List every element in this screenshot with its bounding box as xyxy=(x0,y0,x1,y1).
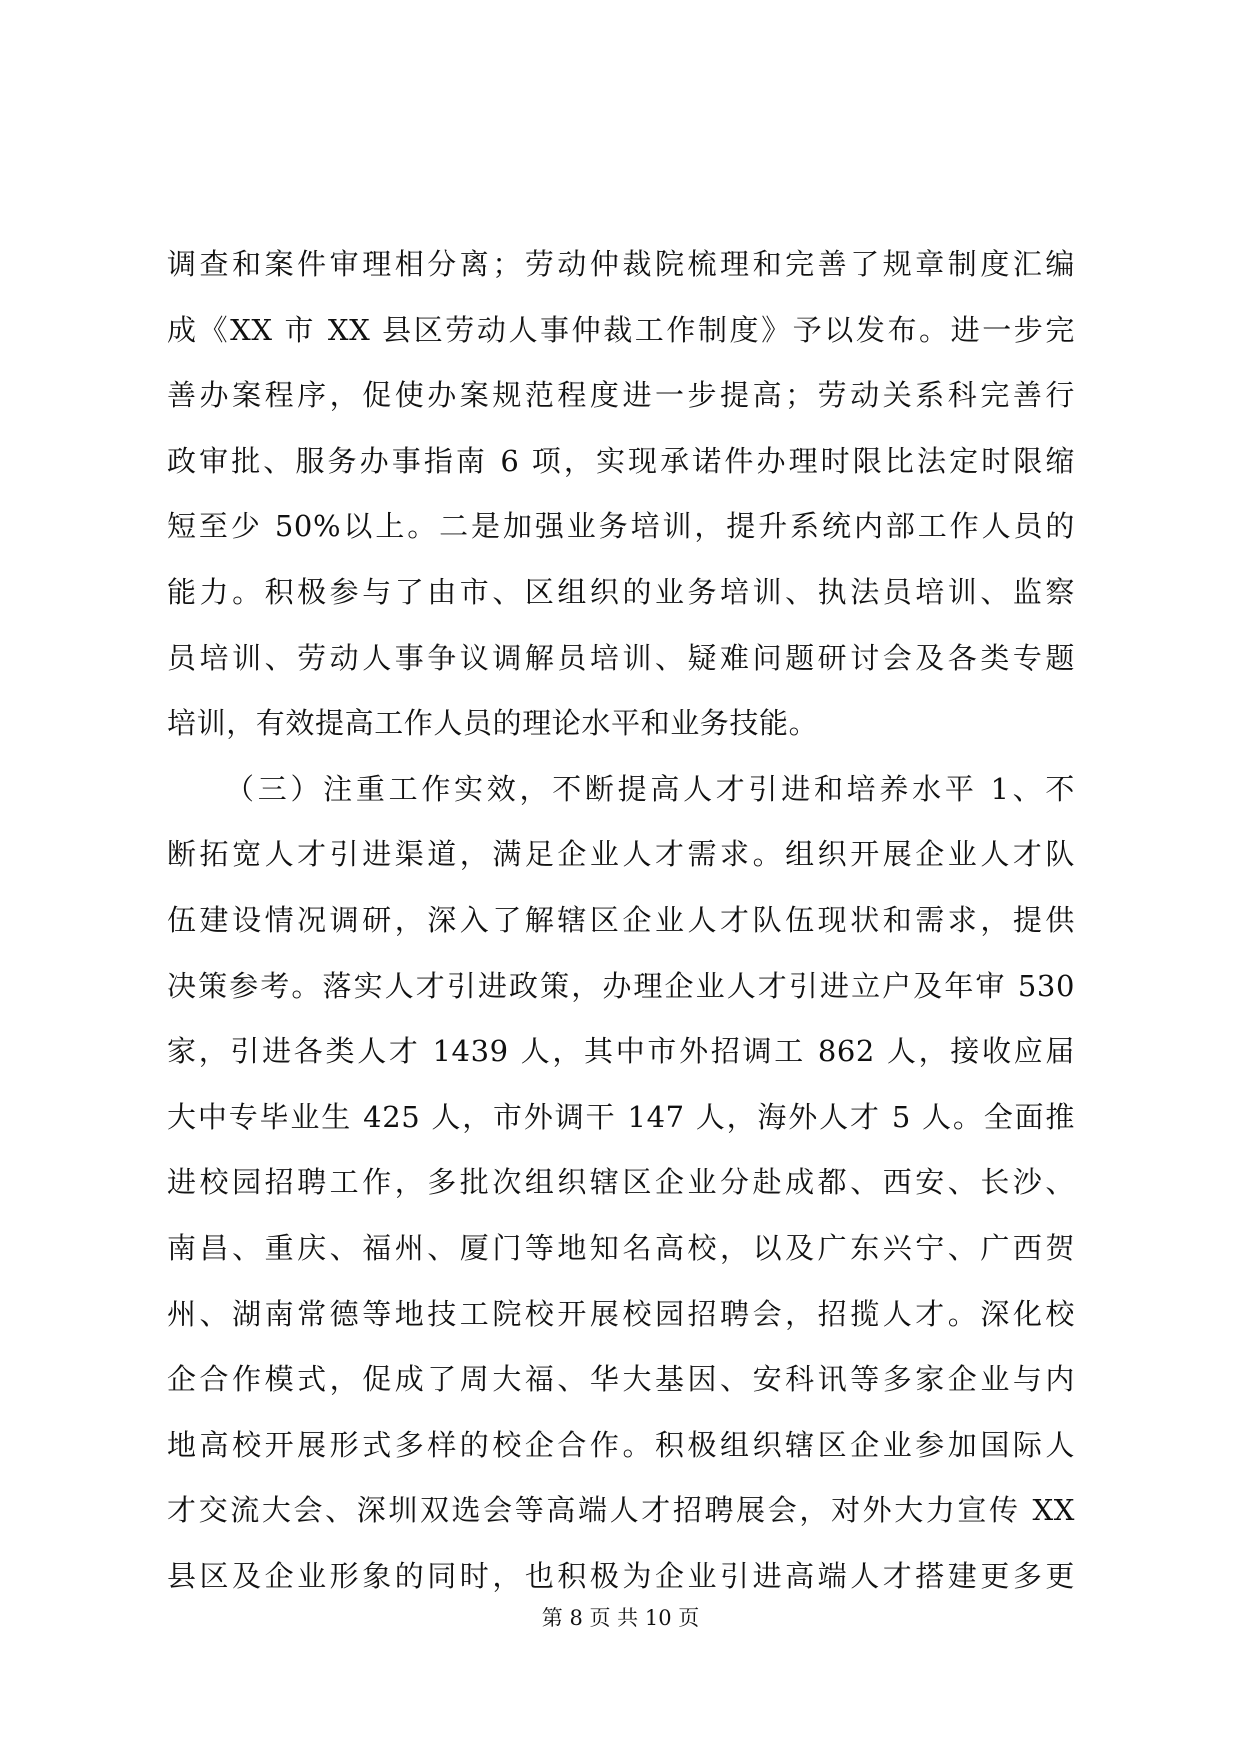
text-line: 调查和案件审理相分离；劳动仲裁院梳理和完善了规章制度汇编 xyxy=(167,247,1075,281)
text-line: 断拓宽人才引进渠道，满足企业人才需求。组织开展企业人才队 xyxy=(167,837,1075,872)
page-number-footer: 第 8 页 共 10 页 xyxy=(541,1606,700,1630)
text-line: 成《XX 市 XX 县区劳动人事仲裁工作制度》予以发布。进一步完 xyxy=(167,312,1075,347)
text-line: 州、湖南常德等地技工院校开展校园招聘会，招揽人才。深化校 xyxy=(167,1296,1075,1331)
text-line: 培训，有效提高工作人员的理论水平和业务技能。 xyxy=(167,706,819,741)
text-line: 短至少 50%以上。二是加强业务培训，提升系统内部工作人员的 xyxy=(167,509,1075,544)
text-line: 伍建设情况调研，深入了解辖区企业人才队伍现状和需求，提供 xyxy=(167,902,1075,937)
text-line: 南昌、重庆、福州、厦门等地知名高校，以及广东兴宁、广西贺 xyxy=(167,1230,1075,1265)
text-line: 地高校开展形式多样的校企合作。积极组织辖区企业参加国际人 xyxy=(167,1427,1075,1462)
text-line: 大中专毕业生 425 人，市外调干 147 人，海外人才 5 人。全面推 xyxy=(167,1099,1075,1134)
text-line: 家，引进各类人才 1439 人，其中市外招调工 862 人，接收应届 xyxy=(167,1034,1075,1069)
text-line: 决策参考。落实人才引进政策，办理企业人才引进立户及年审 530 xyxy=(167,968,1075,1003)
text-line: 能力。积极参与了由市、区组织的业务培训、执法员培训、监察 xyxy=(167,574,1075,609)
text-line: 才交流大会、深圳双选会等高端人才招聘展会，对外大力宣传 XX xyxy=(167,1493,1075,1528)
body-text xyxy=(167,232,1075,1609)
section-heading-line: （三）注重工作实效，不断提高人才引进和培养水平 1、不 xyxy=(225,771,1075,806)
text-line: 善办案程序，促使办案规范程度进一步提高；劳动关系科完善行 xyxy=(167,378,1075,413)
text-line: 政审批、服务办事指南 6 项，实现承诺件办理时限比法定时限缩 xyxy=(167,443,1075,478)
text-line: 进校园招聘工作，多批次组织辖区企业分赴成都、西安、长沙、 xyxy=(167,1165,1075,1200)
text-line: 员培训、劳动人事争议调解员培训、疑难问题研讨会及各类专题 xyxy=(167,640,1075,675)
text-line: 企合作模式，促成了周大福、华大基因、安科讯等多家企业与内 xyxy=(167,1362,1075,1397)
text-line: 县区及企业形象的同时，也积极为企业引进高端人才搭建更多更 xyxy=(167,1558,1075,1593)
